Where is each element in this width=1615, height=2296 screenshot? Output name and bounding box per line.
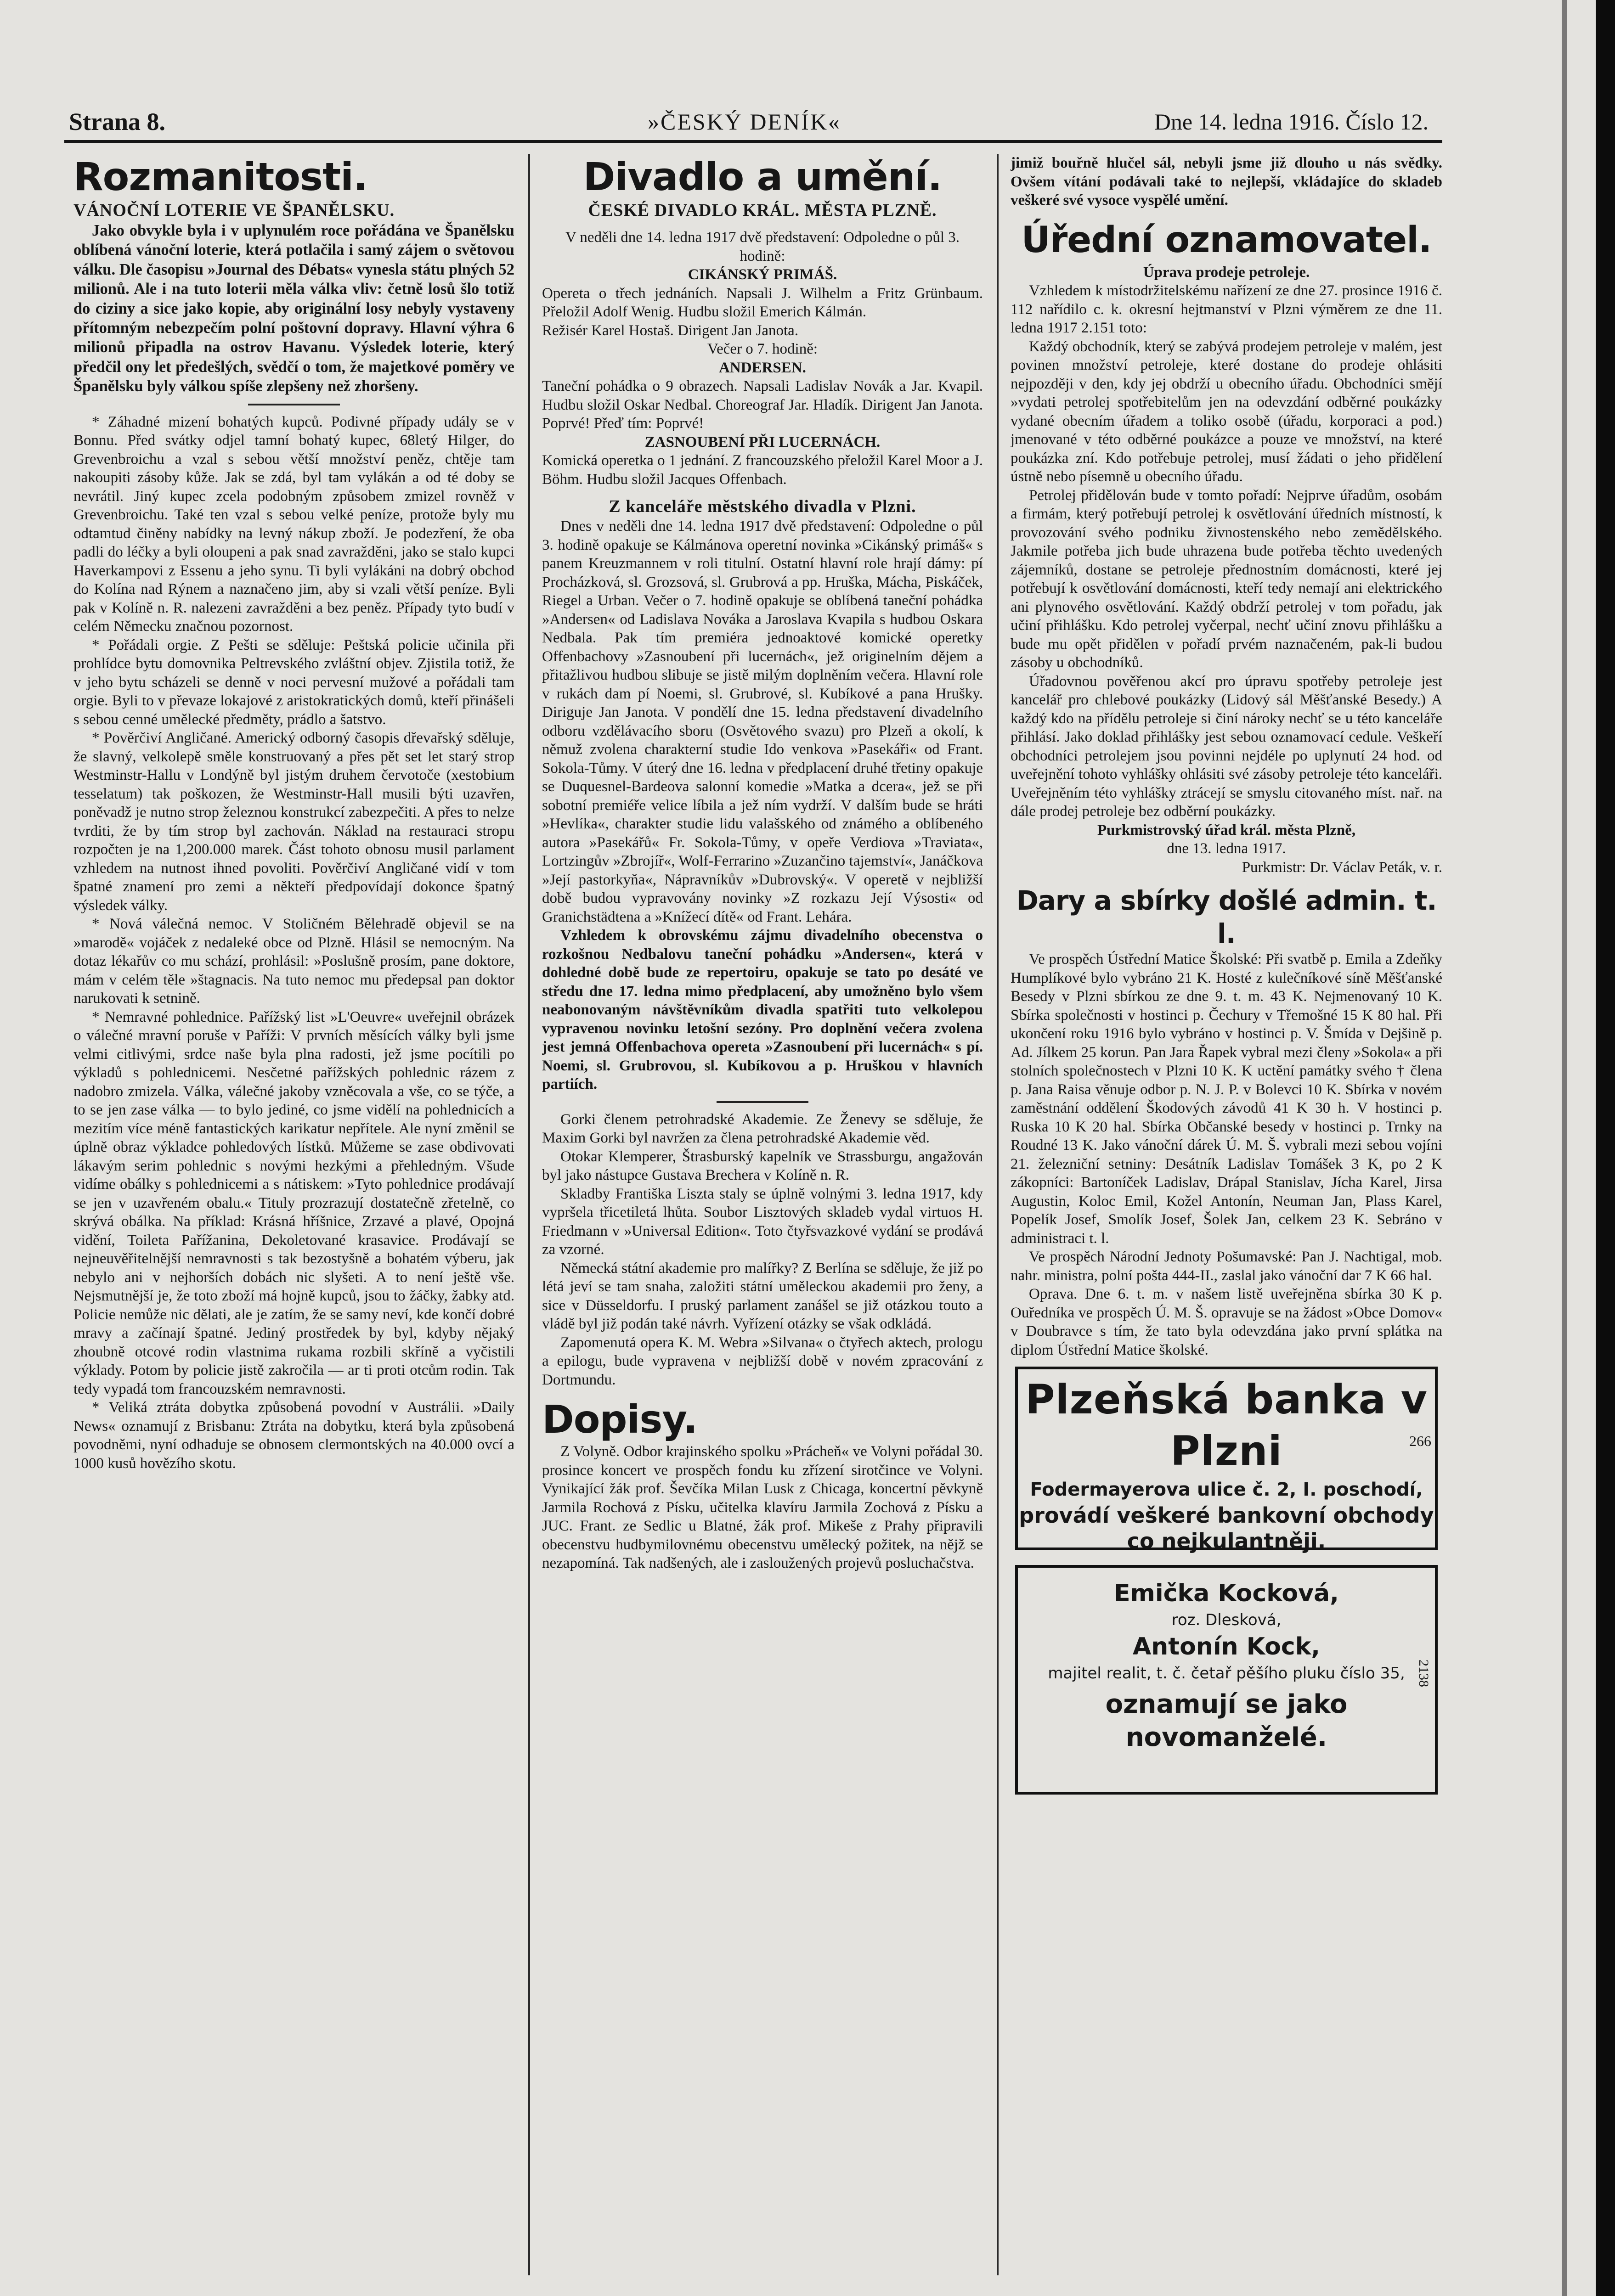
article-merchants: * Záhadné mizení bohatých kupců. Podivné případy udály se v Bonnu. Před svátky odjel tamní bohatý kupec, 68letý Hilger, do Grevenbroichu a vzal s sebou větší množství peněz, chtěje tam nakoupiti zásoby kůže. Jak se zdá, byl tam vylákán a od té doby se nevrátil. Jiný kupec zcela podobným způsobem zmizel rovněž v Grevenbroichu. Také ten vzal s sebou velké peníze, protože byly mu odtamtud činěny nabídky na levný nákup zboží. Je podezření, že oba padli do léčky a byli oloupeni a pak snad zavražděni, jako se stalo kupci Haverkampovi z Essenu a jeho synu. Ti byli vylákáni na dobrý obchod do Kolína nad Rýnem a naznačeno jim, aby si vzali větší peníze. Byli pak v Kolíně n. R. nalezeni zavražděni a bez peněz. Případy tyto budí v celém Německu značnou pozornost.: [73, 413, 514, 635]
program-evening: Večer o 7. hodině:: [707, 341, 818, 357]
bride-maiden-name: roz. Dlesková,: [1171, 1611, 1282, 1629]
groom-description: majitel realit, t. č. četař pěšího pluku číslo 35,: [1048, 1664, 1405, 1683]
notice-text: Úřadovnou pověřenou akcí pro úpravu spotřeby petroleje jest kancelář pro chlebové poukázky (Lidový sál Měšťanské Besedy.) A každý kdo na přídělu petroleje si činí nároky nechť se u této kanceláře přihlásí. Jako doklad přihlášky jest sebou oznamovací cedule. Veškeří obchodníci petrolejem jsou povinni nejdéle po uplynutí 24 hod. od uveřejnění tohoto vyhlášky ohlásiti své zásoby petroleje této kanceláři. Uveřejněním této vyhlášky ztrácejí se smyslu citovaného míst. nař. na dále prodej petroleje bez odběrní poukázky.: [1011, 673, 1442, 820]
news-silvana: Zapomenutá opera K. M. Webra »Silvana« o čtyřech aktech, prologu a epilogu, bude vypravena v nejbližší době v novém zpracování z Dortmundu.: [542, 1334, 983, 1388]
office-notice: Vzhledem k obrovskému zájmu divadelního obecenstva o rozkošnou Nedbalovu taneční pohádku »Andersen«, která v dohledné době bude ze repertoiru, opakuje se tato po desáté ve středu dne 17. ledna mimo předplacení, aby umožněno bylo všem neabonovaným návštěvníkům divadla spatřiti tuto velkolepou vypravenou novinku letošní sezóny. Pro doplnění večera zvolena jest jemná Offenbachova opereta »Zasnoubení při lucernách« s pí. Noemi, sl. Grubrovou, sl. Kubíkovou a p. Hruškou v hlavních partiích.: [542, 927, 983, 1092]
play-title: ANDERSEN.: [719, 359, 806, 376]
wedding-announcement: [1015, 1565, 1438, 1795]
section-heading-donations: Dary a sbírky došlé admin. t. l.: [1016, 885, 1437, 949]
news-gorki: Gorki členem petrohradské Akademie. Ze Ženevy se sděluje, že Maxim Gorki byl navržen za člena petrohradské Akademie věd.: [542, 1111, 983, 1146]
donations-text: Ve prospěch Národní Jednoty Pošumavské: Pan J. Nachtigal, mob. nahr. ministra, polní pošta 444-II., zaslal jako vánoční dar 7 K 66 hal.: [1011, 1249, 1442, 1284]
play-title: CIKÁNSKÝ PRIMÁŠ.: [688, 266, 837, 283]
groom-name: Antonín Kock,: [1132, 1633, 1321, 1660]
newspaper-title: »ČESKÝ DENÍK«: [648, 109, 841, 135]
article-postcards: * Nemravné pohlednice. Pařížský list »L'Oeuvre« uveřejnil obrázek o válečné mravní poruše v Paříži: V prvních měsících války byli jsme velmi citlivými, srdce naše byla plna radosti, jež jsme pocítili po výkladů s pohlednicemi. Nesčetné pařížských pohlednic rázem z nadobro zmizela. Válka, válečné jakoby vzněcovala a vše, co se týče, a to se jen zase válka — to bylo jediné, co jsme vidělí na pohlednicích a mezitím více méně fantastických karikatur nepřítele. Ale nyní změnil se úplně obraz výkladce pohledových lístků. Můžeme se zase obdivovati lákavým serim pohlednic s novými hezkými a přehledným. Všude vidíme obálky s pohlednicemi a s nátiskem: »Tyto pohlednice prodávají se jen v uzavřeném obalu.« Tituly prozrazují dostatečně zřetelně, co skrývá obálka. Na příklad: Krásná hříšnice, Zrzavé a plavé, Opojná vidění, Toileta Pařížanina, Dekoletované krasavice. Prodávají se nejneuvěřitelnější nemravnosti s tak bezostyšně a bohatém výberu, jak nebylo ani v nejhorších dobách nic slyšeti. A to není ještě vše. Nejsmutnější je, že toto zboží má hojně kupců, jsou to žáčky, žabky atd. Policie nemůže nic dělati, ale je zatím, že se samy neví, kde končí dobré mravy a začínají špatné. Jediný prostředek by byl, kdyby nějaký zhoubně otcové rodin vlastnima rukama rozbili skříně a vyčistili výklady. Potom by policie jistě zakročila — ar ti proti otcům rodin. Tak tedy vypadá tom francouzském nemravnosti.: [73, 1008, 514, 1397]
play-description: Taneční pohádka o 9 obrazech. Napsali Ladislav Novák a Jar. Kvapil. Hudbu složil Oskar Nedbal. Choreograf Jar. Hladík. Dirigent Jan Janota. Poprvé! Přeď tím: Poprvé!: [542, 378, 983, 432]
column-official: [1011, 154, 1442, 2285]
donations-text: Ve prospěch Ústřední Matice Školské: Při svatbě p. Emila a Zdeňky Humplíkové bylo vybráno 21 K. Hosté z kulečníkové síně Měšťanské Besedy v Plzni sbírkou ze dne 9. t. m. 43 K. Nejmenovaný 10 K. Sbírka společnosti v hostinci p. Čechury v Třemošné 15 K 80 hal. Při ukončení roku 1916 bylo vybráno v hostinci p. V. Šmída v Dejšině p. Ad. Jílkem 25 korun. Pan Jara Řapek vybral mezi členy »Sokola« a při stolních společnostech v Plzni 10 K. K uctění památky svého † člena p. Jana Raisa věnuje odbor p. N. J. P. v Bolevci 10 K. Sbírka v novém zaměstnání oddělení Škodových závodů 41 K 30 h. V hostinci p. Ruska 10 K 20 hal. Sbírka Občanské besedy v hostinci p. Trnky na Roudné 13 K. Jako vánoční dárek Ú. M. Š. vybrali mezi sebou vojíni 21. železniční setniny: Desátník Ladislav Tomášek 3 K, po 2 K zákopníci: Bartoníček Ladislav, Drápal Stanislav, Jícha Karel, Jirsa Augustin, Koloc Emil, Kožel Antonín, Neuman Jan, Plass Karel, Popelík Josef, Smolík Josef, Šolek Jan, celkem 23 K. Sebráno v administraci t. l.: [1011, 951, 1442, 1247]
page-number: Strana 8.: [69, 108, 166, 135]
signature-office: Purkmistrovský úřad král. města Plzně,: [1097, 822, 1356, 838]
article-english: * Pověrčiví Angličané. Americký odborný časopis dřevařský sděluje, že slavný, velkolepě směle konstruovaný a přes pět set let starý strop Westminstr-Hallu v Londýně byl jistým druhem červotoče (xestobium tesselatum) tak poškozen, že Westminstr-Hall musili býti uzavřen, poněvadž je nutno strop železnou konstrukcí zabezpečiti. A přes to nelze tvrditi, že by tím strop byl zachován. Náklad na restauraci stropu rozpočten je na 1,200.000 marek. Část tohoto obnosu musil parlament vzhledem na nutnost ihned povoliti. Pověrčiví Angličané vidí v tom špatné znamení pro zemi a někteří předpovídají dokonce špatný výsledek války.: [73, 730, 514, 914]
article-orgies: * Pořádali orgie. Z Pešti se sděluje: Peštská policie učinila při prohlídce bytu domovnika Peltrevského zvláštní objev. Zjistila totiž, že v jeho bytu scházeli se denně v noci pervesní mužové a pořádali tam orgie. Byli to v převaze lokajové z aristokratických domů, kteří přinášeli s sebou cenné umělecké předměty, prádlo a šatstvo.: [73, 636, 514, 728]
ad-code: 266: [1409, 1433, 1431, 1449]
scan-edge: [1562, 0, 1567, 2296]
ad-code: 2138: [1416, 1660, 1431, 1687]
signature-name: Purkmistr: Dr. Václav Peták, v. r.: [1242, 859, 1442, 876]
office-text: Dnes v neděli dne 14. ledna 1917 dvě představení: Odpoledne o půl 3. hodině opakuje se Kálmánova operetní novinka »Cikánský primáš« s panem Kreuzmannem v roli titulní. Ostatní hlavní role hrají dámy: pí Procházková, sl. Grozsová, sl. Grubrová a pp. Hruška, Mácha, Piskáček, Riegel a Urban. Večer o 7. hodině opakuje se oblíbená taneční pohádka »Andersen« od Ladislava Nováka a Jaroslava Kvapila s hudbou Oskara Nedbala. Pak tím premiéra jednoaktové komické operetky Offenbachovy »Zasnoubení při lucernách«, jež originelním dějem a přitažlivou hudbou slibuje se jistě milým doplněním večera. Hlavní role v rukách dam pí Noemi, sl. Grubrové, sl. Kubíkové a pana Hrušky. Diriguje Jan Janota. V pondělí dne 15. ledna představení divadelního odboru vzdělávacího sboru (Osvětového svazu) pro Plzeň a okolí, k němuž zvolena charakterní studie Ido venkova »Pasekáři« od Frant. Sokola-Tůmy. V úterý dne 16. ledna v předplacení druhé třetiny opakuje se Duquesnel-Bardeova salonní komedie »Matka a dcera«, jež se při sobotní premiéře velice líbila a jež ním vydrží. V dalším bude se hráti »Hevlíka«, charakter studie lidu valašského od známého a oblíbeného autora »Pasekářů« Fr. Sokola-Tůmy, v opeře Verdiova »Traviata«, Lortzingův »Zbrojíř«, Wolf-Ferrarino »Zuzančino tajemství«, Janáčkova »Její pastorkyňa«, Nápravníkův »Dubrovský«. V operetě v nejbližší době budou vypravovány novinky »Z rozkazu Její Výsosti« od Granichstädtena a »Knížecí dítě« od Frant. Lehára.: [542, 518, 983, 925]
play-description: Komická operetka o 1 jednání. Z francouzského přeložil Karel Moor a J. Böhm. Hudbu složil Jacques Offenbach.: [542, 452, 983, 488]
play-title: ZASNOUBENÍ PŘI LUCERNÁCH.: [644, 433, 881, 450]
article-title-lottery: VÁNOČNÍ LOTERIE VE ŠPANĚLSKU.: [73, 201, 395, 220]
bank-name: Plzeňská banka v Plzni: [1025, 1376, 1428, 1474]
divider: [248, 404, 340, 405]
notice-text: Vzhledem k místodržitelskému nařízení ze dne 27. prosince 1916 č. 112 nařídilo c. k. okresní hejtmanství v Plzni výměrem ze dne 11. ledna 1917 2.151 toto:: [1011, 282, 1442, 336]
article-war-disease: * Nová válečná nemoc. V Stoličném Bělehradě objevil se na »marodě« vojáček z nedaleké obce od Plzně. Hlásil se nemocným. Na dotaz lékařův co mu schází, prohlásil: »Poslušně prosím, pane doktore, mám v celém těle »štagnacis. Na tuto nemoc mu předepsal pan doktor narukovati k setnině.: [73, 916, 514, 1007]
announcement-text: oznamují se jako novomanželé.: [1105, 1689, 1348, 1752]
column-rule: [528, 154, 530, 2275]
bank-address: Fodermayerova ulice č. 2, I. poschodí,: [1030, 1479, 1423, 1500]
section-heading-miscellany: Rozmanitosti.: [73, 154, 367, 199]
article-australia: * Veliká ztráta dobytka způsobená povodní v Austrálii. »Daily News« oznamují z Brisbanu: Ztráta na dobytku, která byla způsobená povodněmi, nyní odhaduje se obnosem clermontských na 40.000 ovcí a 1000 kusů hovězího skotu.: [73, 1399, 514, 1472]
office-title: Z kanceláře městského divadla v Plzni.: [609, 497, 916, 516]
bride-name: Emička Kocková,: [1114, 1580, 1339, 1607]
newspaper-page: [64, 103, 1442, 2289]
article-lottery: Jako obvykle byla i v uplynulém roce pořádána ve Španělsku oblíbená vánoční loterie, která potlačila i samý zájem o světovou válku. Dle časopisu »Journal des Débats« vynesla státu plných 52 milionů. Ale i na tuto loterii měla válka vliv: četně losů šlo totiž do ciziny a sice jako kopie, aby originální losy nebyly vystaveny přítomným nebezpečím polní poštovní dopravy. Hlavní výhra 6 milionů připadla na ostrov Havanu. Výsledek loterie, který předčil ony let předešlých, svědčí o tom, že majetkové poměry ve Španělsku byly válkou spíše zlepšeny než zhoršeny.: [73, 222, 514, 395]
program-intro: V neděli dne 14. ledna 1917 dvě představení: Odpoledne o půl 3. hodině:: [565, 229, 960, 264]
issue-date: Dne 14. ledna 1916. Číslo 12.: [1154, 109, 1429, 135]
bank-services: provádí veškeré bankovní obchody co nejkulantněji.: [1019, 1503, 1434, 1553]
notice-title: Úprava prodeje petroleje.: [1143, 264, 1310, 281]
column-rule: [997, 154, 999, 2275]
section-heading-theatre: Divadlo a umění.: [583, 154, 942, 199]
continued-text: jimiž bouřně hlučel sál, nebyli jsme již dlouho u nás svědky. Ovšem vítání podávali také to nejlepší, vkládajíce do skladeb veškeré své vysoce vyspělé umění.: [1011, 155, 1442, 208]
page-header: [64, 103, 1442, 143]
donations-text: Oprava. Dne 6. t. m. v našem listě uveřejněna sbírka 30 K p. Ouředníka ve prospěch Ú. M. Š. opravuje se na žádost »Obce Domov« v Doubravce s tím, že tato byla odevzdána jako první splátka na diplom Ústřední Matice školské.: [1011, 1286, 1442, 1358]
column-theatre: [542, 154, 983, 2285]
section-heading-official: Úřední oznamovatel.: [1021, 219, 1432, 261]
notice-text: Každý obchodník, který se zabývá prodejem petroleje v malém, jest povinen množství petroleje, které dostane do prodeje ohlásiti nejpozději v den, kdy jej obdrží u obecního úřadu. Obchodníci smějí »vydati petrolej spotřebitelům jen na odevzdání odběrné poukázky vydané obecním úřadem a toliko osobě (úřadu, korporaci a pod.) jmenované v této odběrné poukázce a pouze ve množství, na které poukázka zní. Kdo potřebuje petrolej, musí žádati o jeho přidělení ústně nebo písemně u obecního úřadu.: [1011, 338, 1442, 485]
news-akademie: Německá státní akademie pro malířky? Z Berlína se sděluje, že již po létá jeví se tam snaha, založiti státní uměleckou akademii pro ženy, a sice v Düsseldorfu. I pruský parlament zanášel se již otázkou touto a vládě byl již podán také návrh. Vyřízení otázky se však odkládá.: [542, 1260, 983, 1332]
play-staff: Režisér Karel Hostaš. Dirigent Jan Janota.: [542, 322, 799, 339]
news-klemperer: Otokar Klemperer, Štrasburský kapelník ve Strassburgu, angažován byl jako nástupce Gustava Brechera v Kolíně n. R.: [542, 1148, 983, 1183]
column-miscellany: [73, 154, 514, 2285]
section-heading-letters: Dopisy.: [542, 1397, 698, 1442]
divider: [717, 1101, 808, 1103]
signature-date: dne 13. ledna 1917.: [1167, 840, 1286, 857]
play-description: Opereta o třech jednáních. Napsali J. Wilhelm a Fritz Grünbaum. Přeložil Adolf Wenig. Hudbu složil Emerich Kálmán.: [542, 285, 983, 320]
notice-text: Petrolej přidělován bude v tomto pořadí: Nejprve úřadům, osobám a firmám, který potřebují petrolej k osvětlování úředních místností, k provozování svého podniku živnostenského nebo zemědělského. Jakmile potřeba jich bude uhrazena bude potřeba těchto uvedených zájemníků, dostane se petroleje přednostním domácnosti, které jej potřebují k osvětlování domácnosti, kteří tedy nemají ani elektrického ani plynového osvětlování. Každý obdrží petrolej v tom pořadu, jak učiní přihlášku. Kdo petrolej vyčerpal, nechť učiní znovu přihlášku a bude mu opět přidělen v pořadí prvém naznačeném, pak-li budou zásoby u obchodníků.: [1011, 487, 1442, 671]
bank-advertisement: [1015, 1367, 1438, 1553]
scan-border: [1596, 0, 1615, 2296]
news-liszt: Skladby Františka Liszta staly se úplně volnými 3. ledna 1917, kdy vypršela třicetiletá lhůta. Soubor Lisztových skladeb vydal virtuos H. Friedmann v »Universal Edition«. Toto čtyřsvazkové vydání se prodává za vzorné.: [542, 1185, 983, 1258]
theatre-title: ČESKÉ DIVADLO KRÁL. MĚSTA PLZNĚ.: [588, 201, 937, 220]
letters-text: Z Volyně. Odbor krajinského spolku »Prácheň« ve Volyni pořádal 30. prosince koncert ve prospěch fondu ku zřízení sirotčince ve Volyni. Vynikající žák prof. Ševčíka Milan Lusk z Chicaga, koncertní pěvkyně Jarmila Rochová z Písku, učitelka klavíru Jarmila Zochová z Písku a JUC. Frant. ze Sedlic u Blatné, žák prof. Mikeše z Prahy připravili obecenstvu hudbymilovnému obecenstvu umělecký požitek, na nějž se nezapomíná. Tak nadšených, ale i zasloužených projevů posluchačstva.: [542, 1443, 983, 1571]
